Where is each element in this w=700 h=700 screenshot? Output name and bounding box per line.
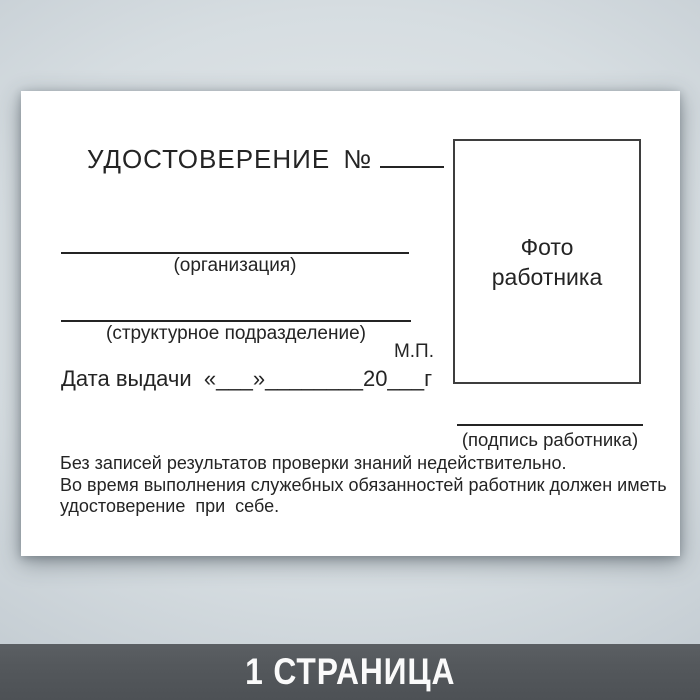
certificate-title: УДОСТОВЕРЕНИЕ: [87, 144, 331, 174]
footer-page-label: 1 СТРАНИЦА: [244, 651, 456, 692]
organization-label: (организация): [173, 255, 297, 276]
certificate-card: [21, 91, 680, 556]
notice-line: Без записей результатов проверки знаний недействительно.: [60, 453, 567, 473]
photo-placeholder-line2: работника: [491, 263, 603, 290]
subdivision-label: (структурное подразделение): [106, 323, 366, 344]
stamp-label: М.П.: [393, 341, 434, 362]
signature-label: (подпись работника): [461, 429, 639, 450]
organization-blank-line: [61, 252, 409, 254]
signature-blank-line: [457, 424, 643, 426]
notice-text: [60, 453, 668, 518]
certificate-number-sign: №: [343, 144, 373, 174]
photo-placeholder-line1: Фото: [520, 233, 574, 260]
certificate-number-blank-line: [380, 166, 444, 168]
certificate-title-row: [87, 144, 444, 175]
subdivision-blank-line: [61, 320, 411, 322]
notice-line: Во время выполнения служебных обязанностей работник должен иметь: [60, 474, 667, 495]
footer-bar: [0, 644, 700, 700]
notice-line: удостоверение при себе.: [60, 496, 280, 516]
issue-date-line: Дата выдачи «___»________20___г: [61, 366, 433, 391]
photo-box: [453, 139, 641, 384]
